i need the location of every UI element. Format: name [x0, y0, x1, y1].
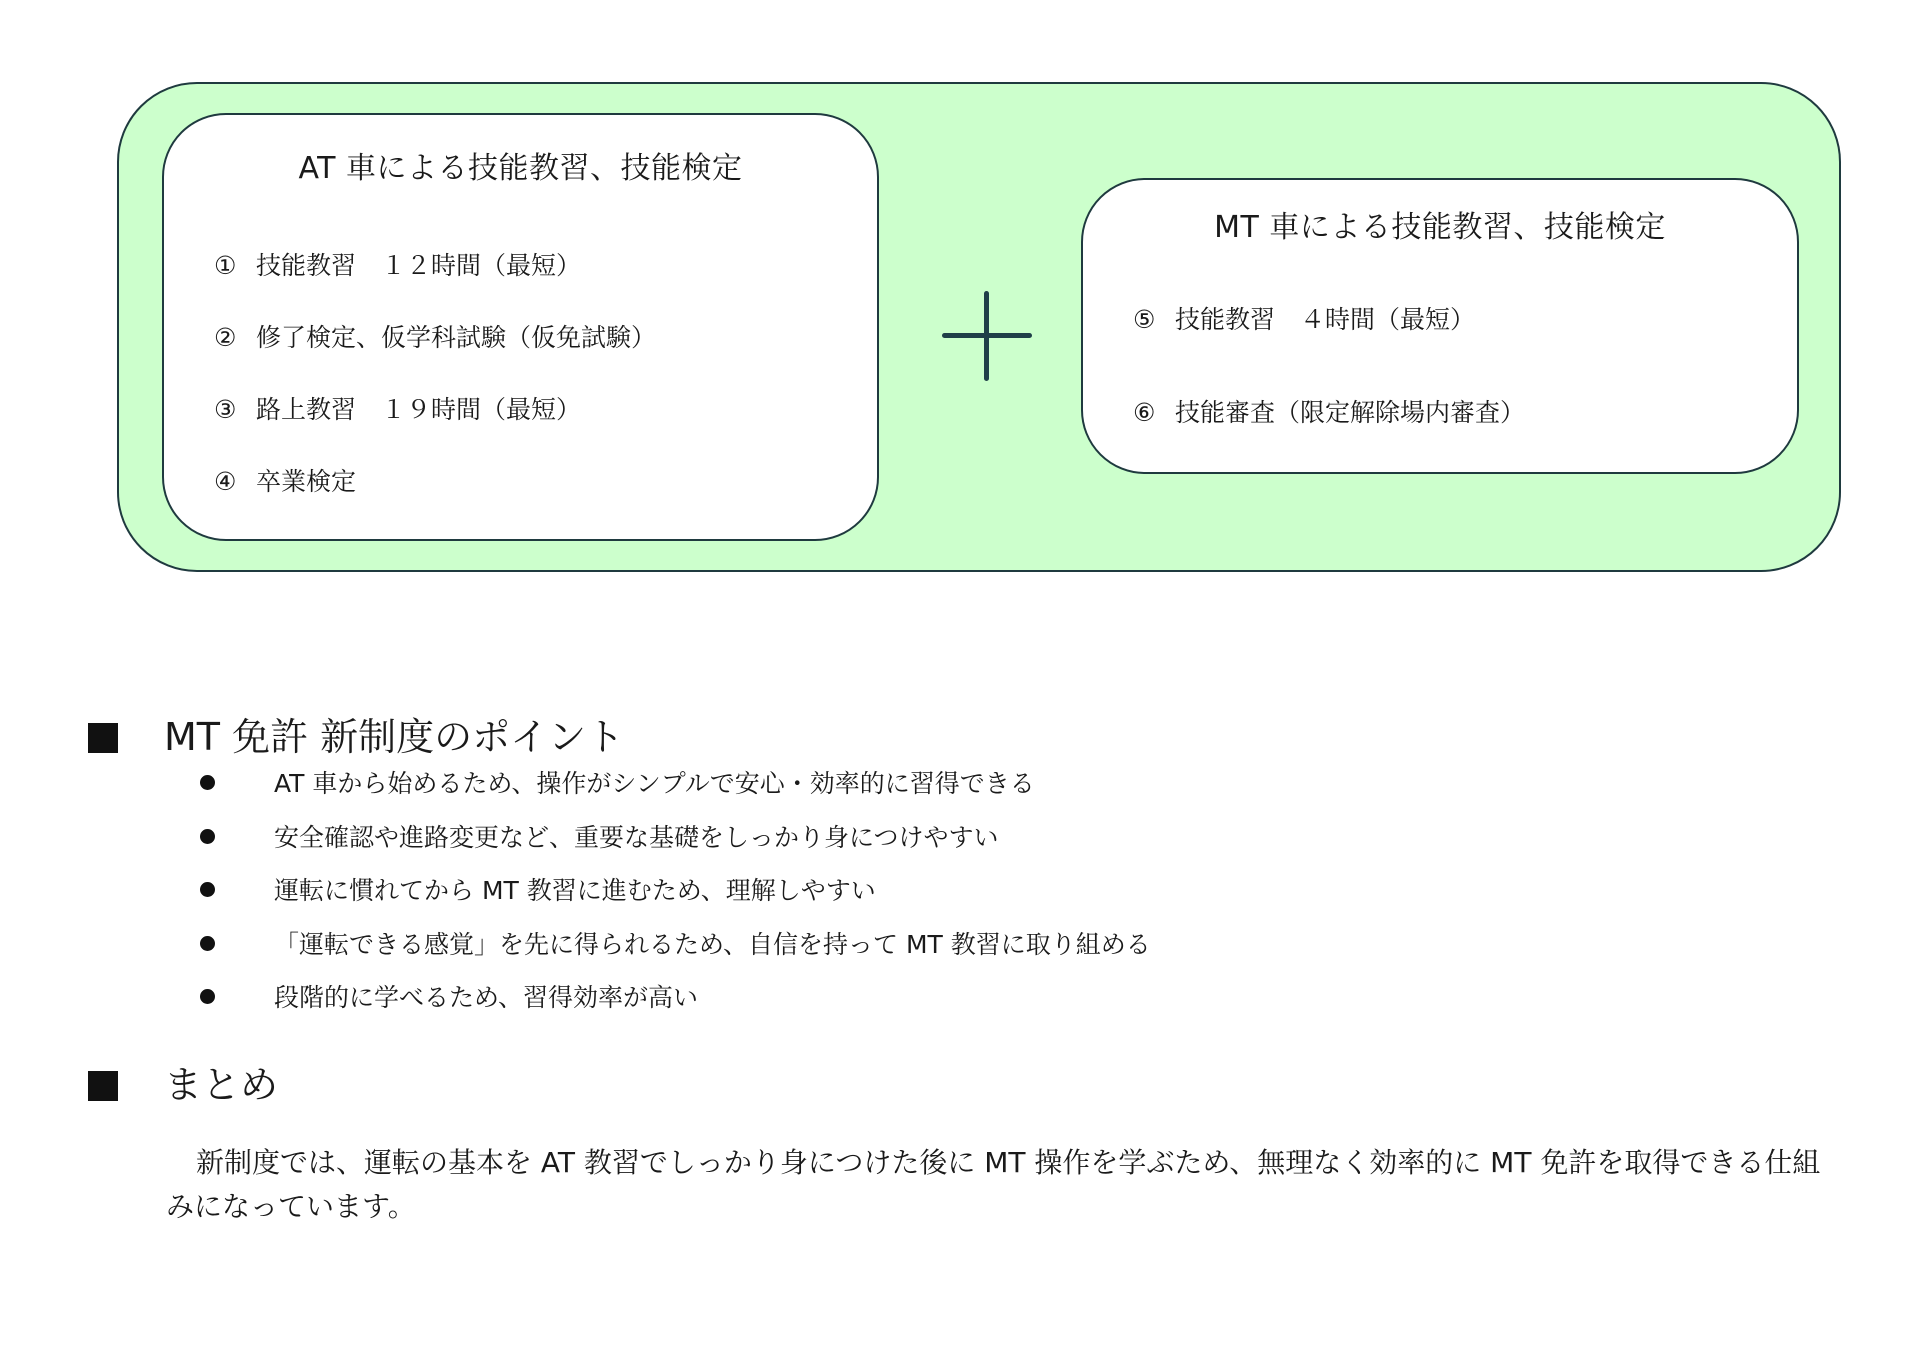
bullet-icon [200, 989, 215, 1004]
bullet-icon [200, 775, 215, 790]
step-item [214, 246, 581, 282]
summary-heading-text: まとめ [164, 1063, 279, 1107]
points-heading-text: MT 免許 新制度のポイント [164, 715, 625, 759]
at-box-title: AT 車による技能教習、技能検定 [298, 151, 743, 186]
step-item [214, 462, 356, 498]
step-number: ④ [214, 467, 237, 496]
bullet-icon [200, 829, 215, 844]
step-text: 路上教習 １９時間（最短） [256, 395, 582, 424]
step-number: ⑤ [1133, 305, 1156, 334]
step-number: ② [214, 323, 237, 352]
at-training-box [162, 113, 879, 541]
step-item [214, 390, 581, 426]
points-heading [88, 706, 624, 761]
step-text: 修了検定、仮学科試験（仮免試験） [256, 323, 657, 352]
mt-training-box [1081, 178, 1799, 474]
square-bullet-icon [88, 723, 118, 753]
step-number: ① [214, 251, 237, 280]
step-item [1133, 393, 1525, 429]
list-item-text: AT 車から始めるため、操作がシンプルで安心・効率的に習得できる [274, 769, 1035, 798]
plus-icon [942, 291, 1032, 381]
summary-heading [88, 1054, 278, 1109]
step-number: ⑥ [1133, 398, 1156, 427]
step-text: 技能教習 １２時間（最短） [256, 251, 582, 280]
step-text: 卒業検定 [256, 467, 357, 496]
mt-box-title: MT 車による技能教習、技能検定 [1214, 210, 1666, 245]
bullet-icon [200, 936, 215, 951]
list-item-text: 段階的に学べるため、習得効率が高い [274, 983, 699, 1012]
list-item-text: 運転に慣れてから MT 教習に進むため、理解しやすい [274, 876, 876, 905]
list-item-text: 「運転できる感覚」を先に得られるため、自信を持って MT 教習に取り組める [274, 929, 1151, 959]
bullet-icon [200, 882, 215, 897]
square-bullet-icon [88, 1071, 118, 1101]
step-text: 技能教習 ４時間（最短） [1175, 305, 1476, 334]
list-item-text: 安全確認や進路変更など、重要な基礎をしっかり身につけやすい [274, 822, 999, 852]
step-number: ③ [214, 395, 237, 424]
summary-body: 新制度では、運転の基本を AT 教習でしっかり身につけた後に MT 操作を学ぶため、無理なく効率的に MT 免許を取得できる仕組みになっています。 [166, 1146, 1821, 1223]
step-text: 技能審査（限定解除場内審査） [1175, 398, 1526, 427]
step-item [1133, 300, 1475, 336]
step-item [214, 318, 656, 354]
